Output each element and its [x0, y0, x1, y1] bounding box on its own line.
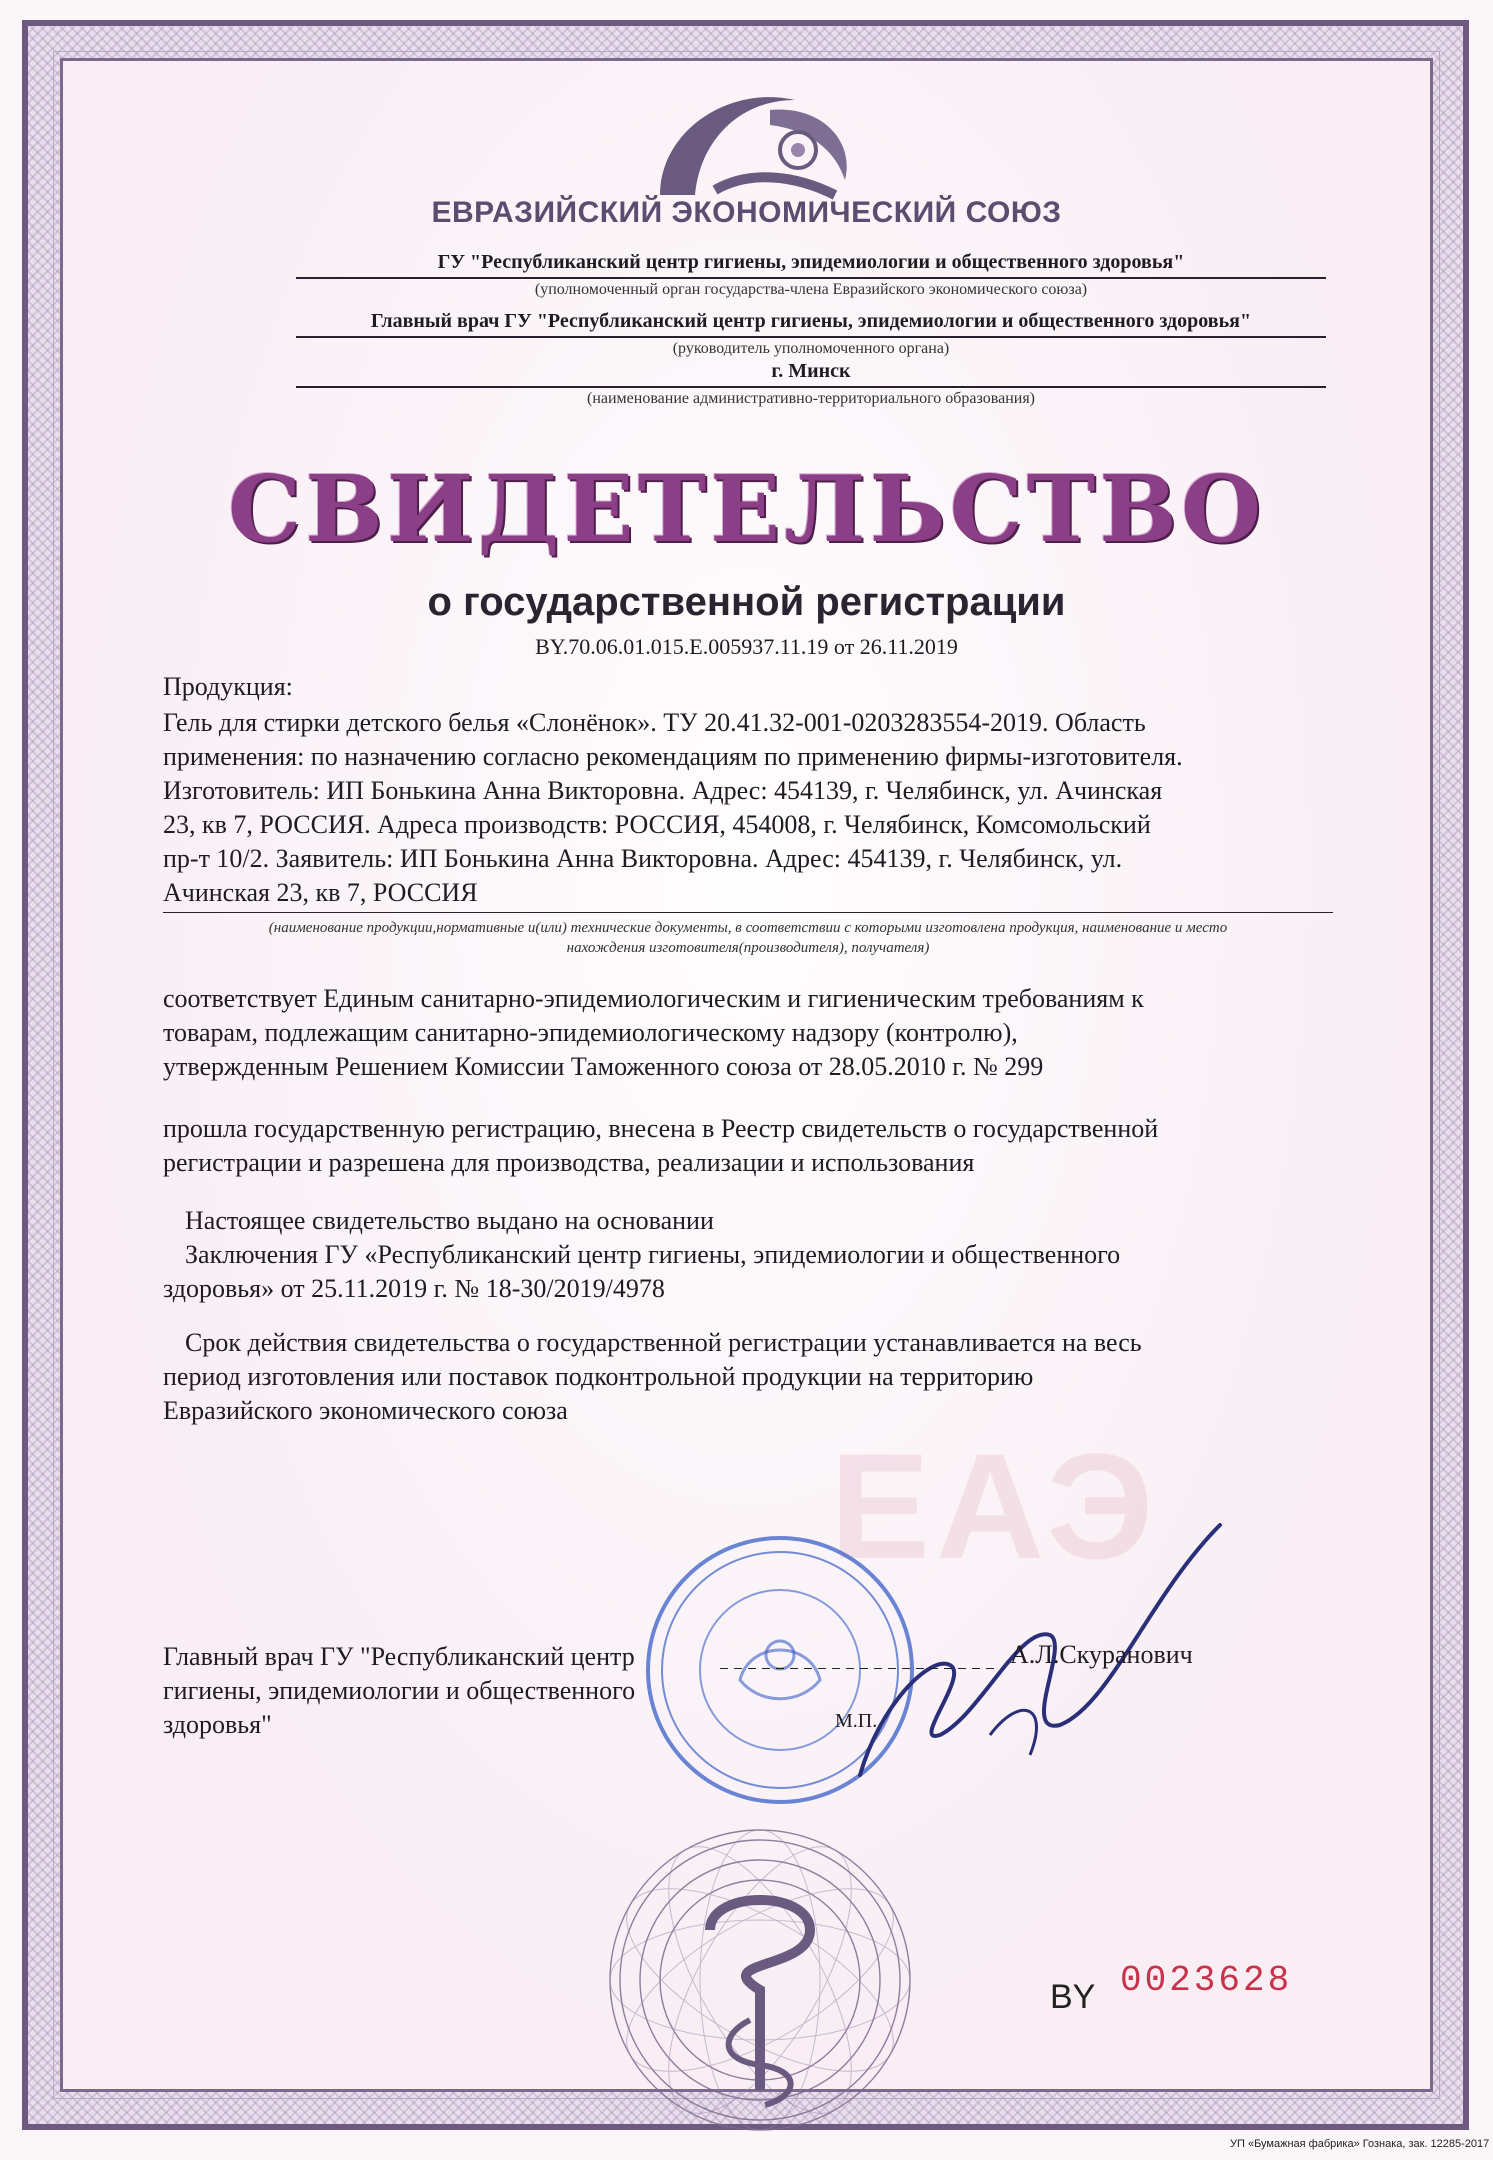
validity-line: Евразийского экономического союза [163, 1396, 568, 1425]
product-line: Изготовитель: ИП Бонькина Анна Викторовна. Адрес: 454139, г. Челябинск, ул. Ачинская [163, 776, 1163, 805]
registration-paragraph [163, 1112, 1333, 1180]
product-caption-line: (наименование продукции,нормативные и(или) технические документы, в соответствии с которыми изготовлена продукция, наименование и место [268, 920, 1228, 936]
divider [296, 336, 1326, 338]
city-caption: (наименование административно-территориального образования) [586, 390, 1036, 407]
product-line: пр-т 10/2. Заявитель: ИП Бонькина Анна Викторовна. Адрес: 454139, г. Челябинск, ул. [163, 844, 1123, 873]
basis-paragraph [163, 1204, 1333, 1306]
signature-line [720, 1668, 1000, 1669]
head-title: Главный врач ГУ "Республиканский центр гигиены, эпидемиологии и общественного здоровья" [370, 310, 1252, 332]
product-line: Ачинская 23, кв 7, РОССИЯ [163, 878, 478, 907]
document-title: СВИДЕТЕЛЬСТВО [227, 455, 1266, 563]
validity-line: период изготовления или поставок подконтрольной продукции на территорию [163, 1362, 1034, 1391]
product-caption [163, 918, 1333, 958]
authority-caption: (уполномоченный орган государства-члена Евразийского экономического союза) [534, 281, 1088, 298]
registration-number: BY.70.06.01.015.E.005937.11.19 от 26.11.2019 [535, 634, 958, 659]
conformity-paragraph [163, 982, 1333, 1084]
basis-line: здоровья» от 25.11.2019 г. № 18-30/2019/4978 [163, 1274, 665, 1303]
product-description [163, 706, 1333, 910]
seal-place-label: М.П. [835, 1710, 878, 1732]
eaeu-logo-icon [620, 70, 880, 210]
conformity-line: товарам, подлежащим санитарно-эпидемиологическому надзору (контролю), [163, 1018, 1018, 1047]
signatory-line: здоровья" [163, 1710, 272, 1739]
registration-line: регистрации и разрешена для производства, реализации и использования [163, 1148, 975, 1177]
product-label: Продукция: [163, 672, 293, 701]
product-caption-line: нахождения изготовителя(производителя), получателя) [566, 940, 930, 956]
city: г. Минск [771, 360, 851, 382]
divider [296, 277, 1326, 279]
authority-name: ГУ "Республиканский центр гигиены, эпидемиологии и общественного здоровья" [437, 251, 1185, 273]
product-line: 23, кв 7, РОССИЯ. Адреса производств: РОССИЯ, 454008, г. Челябинск, Комсомольский [163, 810, 1151, 839]
conformity-line: соответствует Единым санитарно-эпидемиологическим и гигиеническим требованиям к [163, 984, 1144, 1013]
signatory-title [163, 1640, 683, 1742]
serial-prefix: BY [1050, 1978, 1096, 2016]
basis-line: Заключения ГУ «Республиканский центр гигиены, эпидемиологии и общественного [185, 1240, 1121, 1269]
product-line: Гель для стирки детского белья «Слонёнок». ТУ 20.41.32-001-0203283554-2019. Область [163, 708, 1146, 737]
basis-line: Настоящее свидетельство выдано на основании [185, 1206, 714, 1235]
printer-imprint: УП «Бумажная фабрика» Гознака, зак. 12285-2017 [1230, 2138, 1490, 2150]
signatory-line: гигиены, эпидемиологии и общественного [163, 1676, 636, 1705]
medical-seal-icon [600, 1820, 920, 2140]
eaeu-watermark: ЕАЭ [830, 1422, 1160, 1590]
head-caption: (руководитель уполномоченного органа) [672, 340, 950, 357]
union-name: ЕВРАЗИЙСКИЙ ЭКОНОМИЧЕСКИЙ СОЮЗ [431, 196, 1062, 229]
divider [163, 912, 1333, 913]
validity-line: Срок действия свидетельства о государственной регистрации устанавливается на весь [185, 1328, 1142, 1357]
product-line: применения: по назначению согласно рекомендациям по применению фирмы-изготовителя. [163, 742, 1183, 771]
signatory-line: Главный врач ГУ "Республиканский центр [163, 1642, 635, 1671]
conformity-line: утвержденным Решением Комиссии Таможенного союза от 28.05.2010 г. № 299 [163, 1052, 1044, 1081]
document-subtitle: о государственной регистрации [427, 580, 1066, 624]
serial-number: 0023628 [1120, 1960, 1293, 2001]
registration-line: прошла государственную регистрацию, внесена в Реестр свидетельств о государственной [163, 1114, 1159, 1143]
validity-paragraph [163, 1326, 1333, 1428]
divider [296, 386, 1326, 388]
signatory-name: А.Л.Скуранович [1010, 1640, 1193, 1669]
